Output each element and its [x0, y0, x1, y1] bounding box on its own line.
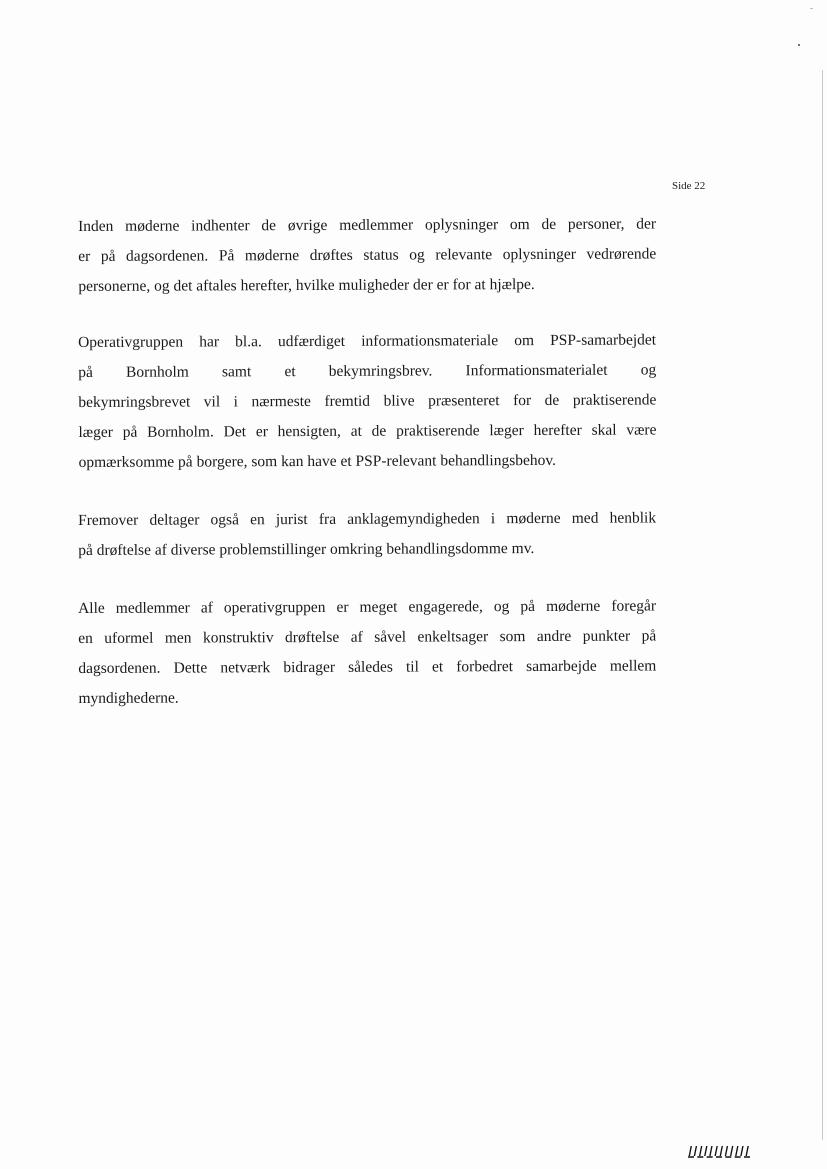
paragraph-medlemmer: [78, 591, 657, 714]
paragraph-line: Fremover deltager også en jurist fra anklagemyndigheden i møderne med henblik: [78, 509, 657, 529]
paragraph-line: bekymringsbrevet vil i nærmeste fremtid blive præsenteret for de praktiserende: [78, 391, 657, 411]
paragraph-line: på drøftelse af diverse problemstillinger omkring behandlingsdomme mv.: [78, 540, 535, 559]
paragraph-jurist: [78, 503, 656, 566]
paragraph-meetings: [78, 209, 656, 302]
paragraph-line: dagsordenen. Dette netværk bidrager således til et forbedret samarbejde mellem: [78, 657, 657, 677]
paragraph-line: Alle medlemmer af operativgruppen er meget engagerede, og på møderne foregår: [78, 597, 657, 617]
paragraph-line: er på dagsordenen. På møderne drøftes status og relevante oplysninger vedrørende: [78, 245, 657, 265]
paragraph-line: en uformel men konstruktiv drøftelse af såvel enkeltsager som andre punkter på: [78, 627, 657, 647]
footer-tally-marks: IIIIIIIIIIII: [688, 1143, 751, 1160]
paragraph-line: opmærksomme på borgere, som kan have et PSP-relevant behandlingsbehov.: [78, 451, 557, 471]
paragraph-line: Inden møderne indhenter de øvrige medlemmer oplysninger om de personer, der: [78, 215, 657, 235]
scan-edge-line: [822, 70, 823, 1140]
scan-speck: [798, 44, 800, 46]
page-number: Side 22: [672, 180, 706, 192]
paragraph-line: Operativgruppen har bl.a. udfærdiget informationsmateriale om PSP-samarbejdet: [78, 331, 657, 351]
paragraph-operativgruppen: [78, 325, 657, 478]
paragraph-line: på Bornholm samt et bekymringsbrev. Informationsmaterialet og: [78, 361, 657, 381]
paragraph-line: myndighederne.: [78, 689, 179, 707]
paragraph-line: læger på Bornholm. Det er hensigten, at de praktiserende læger herefter skal være: [78, 421, 657, 441]
paragraph-line: personerne, og det aftales herefter, hvilke muligheder der er for at hjælpe.: [78, 276, 535, 295]
scan-speck: [810, 8, 813, 9]
